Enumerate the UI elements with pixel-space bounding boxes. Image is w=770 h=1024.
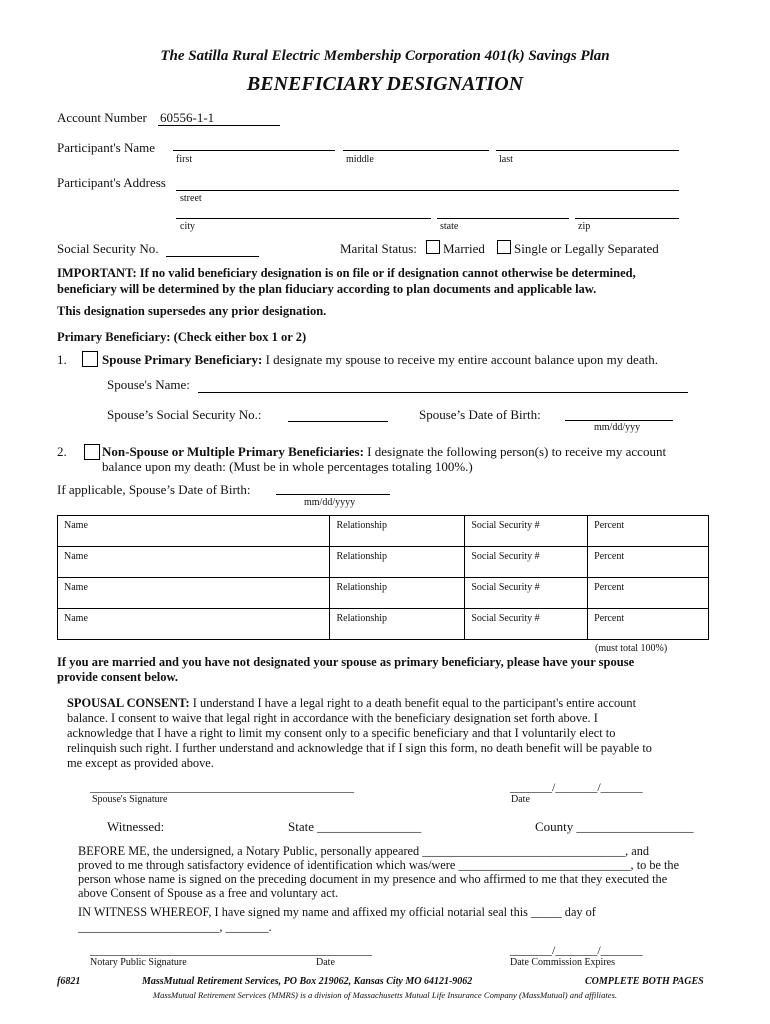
spouse-signature-label: Spouse's Signature (92, 794, 168, 805)
option-1-number: 1. (57, 352, 67, 367)
consent-line-5: me except as provided above. (67, 756, 214, 770)
witnessed-label: Witnessed: (107, 819, 165, 834)
name-cell[interactable]: Name (58, 516, 330, 547)
spouse-name-label: Spouse's Name: (107, 377, 190, 392)
state-field[interactable] (437, 218, 569, 219)
option-1-desc: I designate my spouse to receive my entire account balance upon my death. (262, 352, 658, 367)
ssn-cell[interactable]: Social Security # (465, 609, 588, 640)
zip-field[interactable] (575, 218, 679, 219)
spouse-signature-field[interactable]: ____________________________________________ (90, 780, 354, 794)
ssn-field[interactable] (166, 256, 259, 257)
city-field[interactable] (176, 218, 431, 219)
name-cell[interactable]: Name (58, 547, 330, 578)
zip-hint: zip (578, 221, 591, 232)
notary-signature-field[interactable]: _______________________________________________ (90, 943, 372, 957)
notary-date-label: Date (316, 957, 335, 968)
notary-line-3: person whose name is signed on the preceding document in my presence and who affirmed to me that they executed the (78, 872, 668, 886)
percent-cell[interactable]: Percent (588, 578, 709, 609)
consent-line-1 (67, 696, 636, 711)
ssn-cell[interactable]: Social Security # (465, 516, 588, 547)
name-cell[interactable]: Name (58, 578, 330, 609)
plan-title: The Satilla Rural Electric Membership Corporation 401(k) Savings Plan (160, 48, 610, 64)
beneficiary-table (57, 515, 709, 640)
single-label: Single or Legally Separated (514, 241, 659, 256)
supersedes-note: This designation supersedes any prior designation. (57, 304, 327, 318)
notary-line-2: proved to me through satisfactory evidence of identification which was/were ____________________________, to be the (78, 858, 680, 872)
spouse-dob-field[interactable] (565, 420, 673, 421)
ssn-cell[interactable]: Social Security # (465, 578, 588, 609)
ssn-label: Social Security No. (57, 241, 159, 256)
option-2-desc: I designate the following person(s) to receive my account (363, 444, 667, 459)
relationship-cell[interactable]: Relationship (330, 578, 465, 609)
option-2-title: Non-Spouse or Multiple Primary Beneficiaries: (102, 444, 364, 459)
first-hint: first (176, 154, 193, 165)
option-2-text (102, 444, 666, 460)
important-line-2: beneficiary will be determined by the plan fiduciary according to plan documents and applicable law. (57, 282, 597, 296)
account-number-value: 60556-1-1 (160, 110, 215, 125)
option-2-line-2: balance upon my death: (Must be in whole percentages totaling 100%.) (102, 459, 473, 474)
footer-division-note: MassMutual Retirement Services (MMRS) is a division of Massachusetts Mutual Life Insurance Company (MassMutual) and affiliates. (152, 990, 618, 1000)
consent-text-1: I understand I have a legal right to a death benefit equal to the participant's entire account (189, 696, 637, 710)
form-number: f6821 (57, 976, 81, 987)
commission-expires-label: Date Commission Expires (510, 957, 615, 968)
important-line-1: IMPORTANT: If no valid beneficiary designation is on file or if designation cannot otherwise be determined, (57, 266, 636, 280)
married-notice-line-2: provide consent below. (57, 670, 178, 684)
primary-beneficiary-heading: Primary Beneficiary: (Check either box 1 or 2) (57, 330, 307, 344)
must-total-note: (must total 100%) (595, 643, 668, 654)
beneficiary-row (58, 516, 709, 547)
spouse-dob-label: Spouse’s Date of Birth: (419, 407, 541, 422)
percent-cell[interactable]: Percent (588, 516, 709, 547)
consent-line-2: balance. I consent to waive that legal right in accordance with the beneficiary designation set forth above. I (67, 711, 598, 725)
consent-line-3: acknowledge that I have a right to limit my consent only to a specific beneficiary and that I voluntarily elect to (67, 726, 616, 740)
notary-signature-label: Notary Public Signature (90, 957, 187, 968)
non-spouse-checkbox[interactable] (84, 444, 100, 460)
middle-name-field[interactable] (343, 150, 489, 151)
state-hint: state (440, 221, 459, 232)
account-number-label: Account Number (57, 110, 147, 125)
applicable-spouse-dob-field[interactable] (276, 494, 390, 495)
form-title: BENEFICIARY DESIGNATION (246, 73, 524, 95)
married-checkbox[interactable] (426, 240, 440, 254)
option-1-text (102, 352, 658, 368)
single-checkbox[interactable] (497, 240, 511, 254)
state-blank[interactable]: State ________________ (288, 819, 422, 834)
witness-whereof-line-2[interactable]: _______________________, _______. (78, 920, 272, 934)
applicable-dob-hint: mm/dd/yyyy (304, 497, 356, 508)
applicable-spouse-dob-label: If applicable, Spouse’s Date of Birth: (57, 482, 251, 497)
complete-both-pages: COMPLETE BOTH PAGES (585, 976, 704, 987)
city-hint: city (180, 221, 195, 232)
spouse-ssn-field[interactable] (288, 421, 388, 422)
spouse-ssn-label: Spouse’s Social Security No.: (107, 407, 262, 422)
last-name-field[interactable] (496, 150, 679, 151)
name-cell[interactable]: Name (58, 609, 330, 640)
street-hint: street (180, 193, 202, 204)
relationship-cell[interactable]: Relationship (330, 609, 465, 640)
option-1-title: Spouse Primary Beneficiary: (102, 352, 263, 367)
marital-status-label: Marital Status: (340, 241, 417, 256)
ssn-cell[interactable]: Social Security # (465, 547, 588, 578)
last-hint: last (499, 154, 513, 165)
notary-line-1: BEFORE ME, the undersigned, a Notary Public, personally appeared _________________________________, and (78, 844, 650, 858)
spouse-date-field[interactable]: _______/_______/_______ (510, 780, 643, 794)
relationship-cell[interactable]: Relationship (330, 547, 465, 578)
commission-expires-field[interactable]: _______/_______/_______ (510, 943, 643, 957)
consent-line-4: relinquish such right. I further understand and acknowledge that if I sign this form, no death benefit will be payable to (67, 741, 652, 755)
county-blank[interactable]: County __________________ (535, 819, 694, 834)
percent-cell[interactable]: Percent (588, 547, 709, 578)
account-number-field[interactable] (158, 125, 280, 126)
married-label: Married (443, 241, 485, 256)
street-field[interactable] (176, 190, 679, 191)
spouse-primary-checkbox[interactable] (82, 351, 98, 367)
option-2-number: 2. (57, 444, 67, 459)
relationship-cell[interactable]: Relationship (330, 516, 465, 547)
footer-address: MassMutual Retirement Services, PO Box 219062, Kansas City MO 64121-9062 (142, 976, 473, 987)
spouse-name-field[interactable] (198, 392, 688, 393)
beneficiary-row (58, 547, 709, 578)
spouse-date-label: Date (511, 794, 530, 805)
notary-line-4: above Consent of Spouse as a free and voluntary act. (78, 886, 339, 900)
beneficiary-row (58, 578, 709, 609)
married-notice-line-1: If you are married and you have not designated your spouse as primary beneficiary, please have your spouse (57, 655, 635, 669)
middle-hint: middle (346, 154, 374, 165)
participant-name-label: Participant's Name (57, 140, 156, 155)
witness-whereof-line-1: IN WITNESS WHEREOF, I have signed my name and affixed my official notarial seal this _____ day of (78, 905, 596, 919)
consent-title: SPOUSAL CONSENT: (67, 696, 190, 710)
spouse-dob-hint: mm/dd/yyy (594, 422, 641, 433)
percent-cell[interactable]: Percent (588, 609, 709, 640)
beneficiary-row (58, 609, 709, 640)
participant-address-label: Participant's Address (57, 175, 166, 190)
first-name-field[interactable] (173, 150, 335, 151)
